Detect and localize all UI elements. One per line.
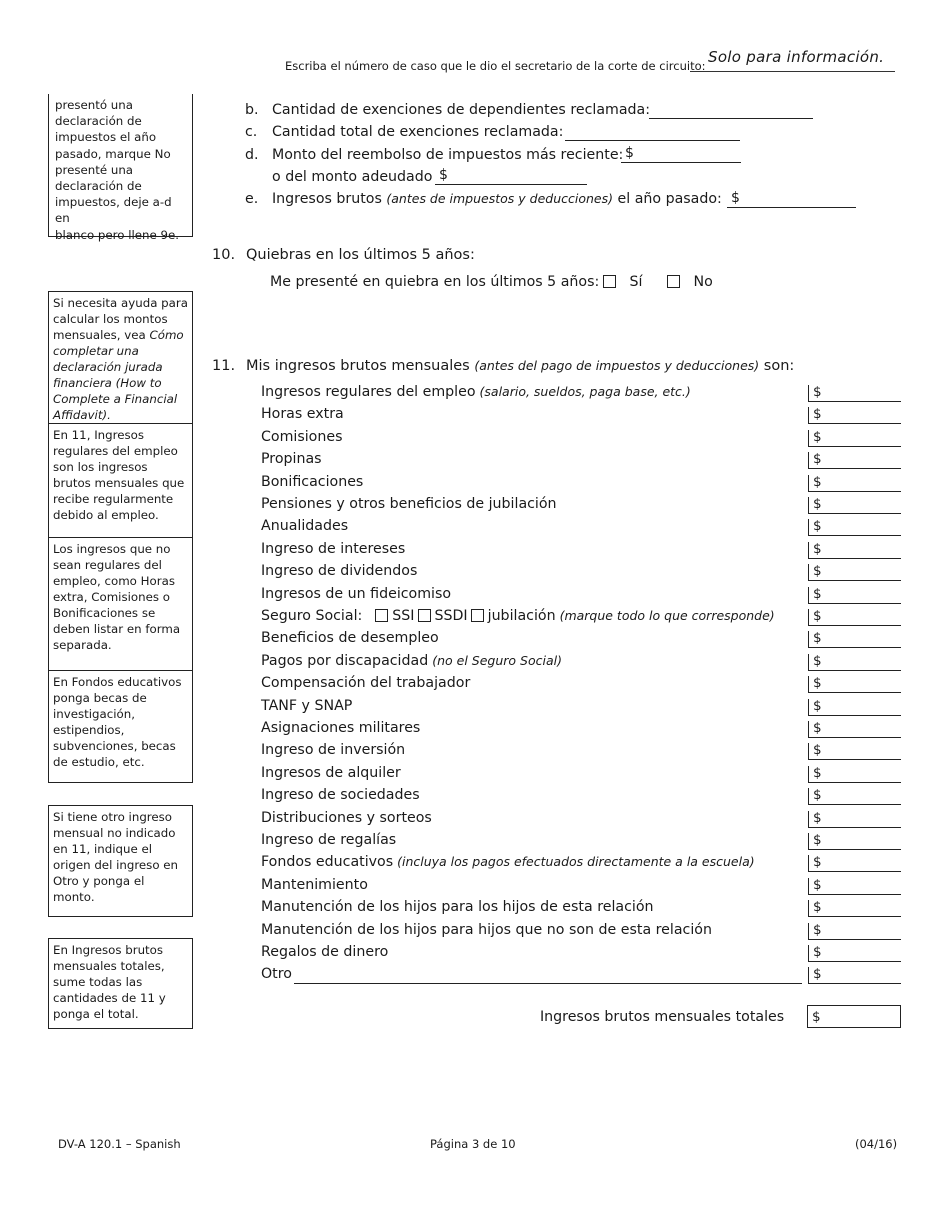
instruction-line: impuestos, deje a-d en [55, 195, 172, 226]
income-label [261, 474, 363, 490]
income-label [261, 787, 420, 803]
income-note: (no el Seguro Social) [432, 653, 562, 668]
currency-symbol: $ [813, 630, 822, 646]
income-label [261, 899, 654, 915]
instruction-box-nonregular-income: Los ingresos que no sean regulares del empleo, como Horas extra, Comisiones o Bonificaciones se deben listar en forma separada. [48, 538, 193, 671]
income-label-text: Ingreso de regalías [261, 832, 397, 848]
currency-symbol: $ [813, 496, 822, 512]
income-amount-field[interactable] [808, 497, 901, 514]
income-label-text: Ingreso de inversión [261, 742, 406, 758]
income-label [261, 832, 396, 848]
currency-symbol: $ [813, 518, 822, 534]
item-9d-letter: d. [245, 147, 259, 163]
form-id: DV-A 120.1 – Spanish [58, 1137, 181, 1151]
section-10-number: 10. [212, 247, 236, 263]
total-income-field[interactable]: $ [807, 1005, 901, 1028]
bankruptcy-yes-option[interactable]: Sí [603, 274, 642, 290]
instruction-box-total-income: En Ingresos brutos mensuales totales, sume todas las cantidades de 11 y ponga el total. [48, 938, 193, 1029]
income-amount-field[interactable] [808, 900, 901, 917]
currency-symbol: $ [813, 384, 822, 400]
income-amount-field[interactable] [808, 542, 901, 559]
income-amount-field[interactable] [808, 407, 901, 424]
social-security-option[interactable] [418, 608, 468, 624]
income-label [261, 810, 432, 826]
income-amount-field[interactable] [808, 811, 901, 828]
income-amount-field[interactable] [808, 699, 901, 716]
case-number-value: Solo para información. [708, 48, 885, 66]
instruction-box-other-income: Si tiene otro ingreso mensual no indicado en 11, indique el origen del ingreso en Otro y ponga el monto. [48, 805, 193, 917]
form-revision: (04/16) [855, 1137, 898, 1151]
instruction-line: presentó una [55, 98, 133, 112]
income-amount-field[interactable] [808, 519, 901, 536]
section-11-number: 11. [212, 358, 236, 374]
income-note: (salario, sueldos, paga base, etc.) [479, 384, 691, 399]
income-label-text: Seguro Social: [261, 608, 363, 624]
income-label [261, 944, 388, 960]
instruction-line: declaración de [55, 179, 142, 194]
income-amount-field[interactable] [808, 945, 901, 962]
currency-symbol: $ [813, 451, 822, 467]
currency-symbol: $ [813, 563, 822, 579]
item-9b-label: Cantidad de exenciones de dependientes reclamada: [272, 102, 651, 118]
section-11-title: Mis ingresos brutos mensuales (antes del pago de impuestos y deducciones) son: [246, 358, 795, 374]
financial-affidavit-guide-title: Cómo completar una declaración jurada financiera (How to Complete a Financial Affidavit). [53, 328, 184, 422]
currency-symbol: $ [813, 765, 822, 781]
income-label-text: Mantenimiento [261, 877, 368, 893]
income-label [261, 429, 342, 445]
income-label-text: Compensación del trabajador [261, 675, 471, 691]
currency-symbol: $ [813, 742, 822, 758]
income-amount-field[interactable] [808, 743, 901, 760]
item-9b-letter: b. [245, 102, 259, 118]
income-label [261, 630, 439, 646]
currency-symbol: $ [813, 675, 822, 691]
bankruptcy-no-option[interactable]: No [667, 274, 713, 290]
item-9e-letter: e. [245, 191, 259, 207]
income-amount-field[interactable] [808, 654, 901, 671]
currency-symbol: $ [813, 653, 822, 669]
other-income-source-field[interactable] [294, 967, 802, 984]
social-security-checkbox[interactable] [471, 609, 484, 622]
income-label-text: Pagos por discapacidad [261, 653, 429, 669]
income-label-text: Bonificaciones [261, 474, 364, 490]
income-amount-field[interactable] [808, 564, 901, 581]
currency-symbol: $ [813, 586, 822, 602]
income-label-text: Ingresos regulares del empleo [261, 384, 476, 400]
bankruptcy-yes-checkbox[interactable] [603, 275, 616, 288]
income-amount-field[interactable] [808, 609, 901, 626]
income-amount-field[interactable] [808, 878, 901, 895]
income-label-text: Comisiones [261, 429, 343, 445]
income-label-text: Pensiones y otros beneficios de jubilación [261, 496, 557, 512]
income-amount-field[interactable] [808, 788, 901, 805]
instruction-box-monthly-help: Si necesita ayuda para calcular los montos mensuales, vea Cómo completar una declaración jurada financiera (How to Complete a Financial Affidavit). [48, 291, 193, 424]
income-label [261, 653, 562, 669]
income-note: (incluya los pagos efectuados directamente a la escuela) [397, 854, 755, 869]
income-label-text: TANF y SNAP [261, 698, 353, 714]
income-label-text: Fondos educativos [261, 854, 394, 870]
income-label-text: Manutención de los hijos para los hijos de esta relación [261, 899, 654, 915]
instruction-line: impuestos el año [55, 130, 157, 145]
instruction-line: presenté una [55, 162, 134, 177]
income-label-text: Anualidades [261, 518, 349, 534]
item-9c-letter: c. [245, 124, 258, 140]
income-label-text: Manutención de los hijos para hijos que no son de esta relación [261, 922, 712, 938]
social-security-option[interactable] [471, 608, 556, 624]
currency-symbol: $ [813, 944, 822, 960]
currency-symbol: $ [813, 832, 822, 848]
currency-symbol: $ [813, 854, 822, 870]
instruction-line: pasado, marque No [55, 146, 171, 161]
income-label-text: Ingresos de un fideicomiso [261, 586, 452, 602]
income-label [261, 384, 691, 400]
income-amount-field[interactable] [808, 721, 901, 738]
income-label [261, 765, 401, 781]
total-exemptions-field[interactable] [565, 125, 740, 141]
currency-symbol: $ [813, 877, 822, 893]
bankruptcy-no-checkbox[interactable] [667, 275, 680, 288]
income-label [261, 496, 557, 512]
social-security-checkbox[interactable] [375, 609, 388, 622]
income-label [261, 406, 344, 422]
currency-symbol: $ [813, 474, 822, 490]
case-number-field[interactable] [690, 71, 895, 72]
income-amount-field[interactable] [808, 967, 901, 984]
currency-symbol: $ [813, 720, 822, 736]
income-label-text: Beneficios de desempleo [261, 630, 439, 646]
income-label [261, 854, 755, 870]
income-amount-field[interactable] [808, 855, 901, 872]
page-number: Página 3 de 10 [430, 1137, 516, 1151]
income-label [261, 922, 712, 938]
currency-symbol: $ [813, 787, 822, 803]
case-number-row [285, 48, 895, 72]
income-label [261, 675, 470, 691]
social-security-checkbox[interactable] [418, 609, 431, 622]
income-label-text: Horas extra [261, 406, 344, 422]
income-note: (marque todo lo que corresponde) [559, 608, 775, 623]
income-label-text: Regalos de dinero [261, 944, 389, 960]
income-amount-field[interactable] [808, 430, 901, 447]
currency-symbol: $ [813, 966, 822, 982]
currency-symbol: $ [813, 922, 822, 938]
tax-owed-field[interactable]: $ [435, 169, 587, 185]
income-amount-field[interactable] [808, 475, 901, 492]
income-label-text: Otro [261, 966, 292, 982]
currency-symbol: $ [813, 608, 822, 624]
income-label [261, 586, 451, 602]
income-label-text: Asignaciones militares [261, 720, 421, 736]
income-label [261, 877, 368, 893]
income-label-text: Ingreso de intereses [261, 541, 406, 557]
instruction-box-tax-return [48, 94, 193, 242]
income-label [261, 563, 417, 579]
income-label [261, 720, 420, 736]
income-amount-field[interactable] [808, 452, 901, 469]
bankruptcy-question: Me presenté en quiebra en los últimos 5 años: [270, 274, 600, 290]
currency-symbol: $ [813, 698, 822, 714]
instruction-box-education-funds: En Fondos educativos ponga becas de investigación, estipendios, subvenciones, becas de estudio, etc. [48, 671, 193, 783]
income-label-text: Propinas [261, 451, 322, 467]
currency-symbol: $ [813, 406, 822, 422]
dependent-exemptions-field[interactable] [649, 103, 813, 119]
section-10-title: Quiebras en los últimos 5 años: [246, 247, 475, 263]
instruction-box-regular-income: En 11, Ingresos regulares del empleo son los ingresos brutos mensuales que recibe regularmente debido al empleo. [48, 424, 193, 538]
income-amount-field[interactable] [808, 385, 901, 402]
gross-income-last-year-field[interactable]: $ [727, 192, 856, 208]
income-amount-field[interactable] [808, 766, 901, 783]
total-income-label: Ingresos brutos mensuales totales [540, 1009, 785, 1025]
income-label [261, 518, 348, 534]
item-9c-label: Cantidad total de exenciones reclamada: [272, 124, 564, 140]
income-label [261, 698, 352, 714]
currency-symbol: $ [813, 810, 822, 826]
income-amount-field[interactable] [808, 923, 901, 940]
income-label-text: Ingreso de sociedades [261, 787, 420, 803]
income-amount-field[interactable] [808, 631, 901, 648]
instruction-line: blanco pero llene 9e. [55, 227, 180, 242]
currency-symbol: $ [813, 899, 822, 915]
income-label-text: Distribuciones y sorteos [261, 810, 432, 826]
item-9d-label: Monto del reembolso de impuestos más reciente: [272, 147, 624, 163]
instruction-line: declaración de [55, 114, 142, 129]
income-label [261, 742, 405, 758]
case-number-prompt: Escriba el número de caso que le dio el secretario de la corte de circuito: [285, 59, 706, 73]
income-label-text: Ingresos de alquiler [261, 765, 401, 781]
income-amount-field[interactable] [808, 676, 901, 693]
social-security-option-label: SSDI [434, 608, 468, 624]
item-9e-label: Ingresos brutos (antes de impuestos y deducciones) el año pasado: [272, 191, 722, 207]
tax-refund-field[interactable]: $ [621, 147, 741, 163]
social-security-option-label: jubilación [487, 608, 556, 624]
social-security-option[interactable] [375, 608, 414, 624]
income-amount-field[interactable] [808, 833, 901, 850]
income-label [261, 541, 405, 557]
income-label-text: Ingreso de dividendos [261, 563, 418, 579]
currency-symbol: $ [813, 541, 822, 557]
currency-symbol: $ [813, 429, 822, 445]
social-security-option-label: SSI [392, 608, 415, 624]
income-label [261, 966, 292, 982]
income-amount-field[interactable] [808, 587, 901, 604]
income-label [261, 451, 322, 467]
income-label [261, 608, 775, 624]
item-9d-label-owed: o del monto adeudado [272, 169, 433, 185]
